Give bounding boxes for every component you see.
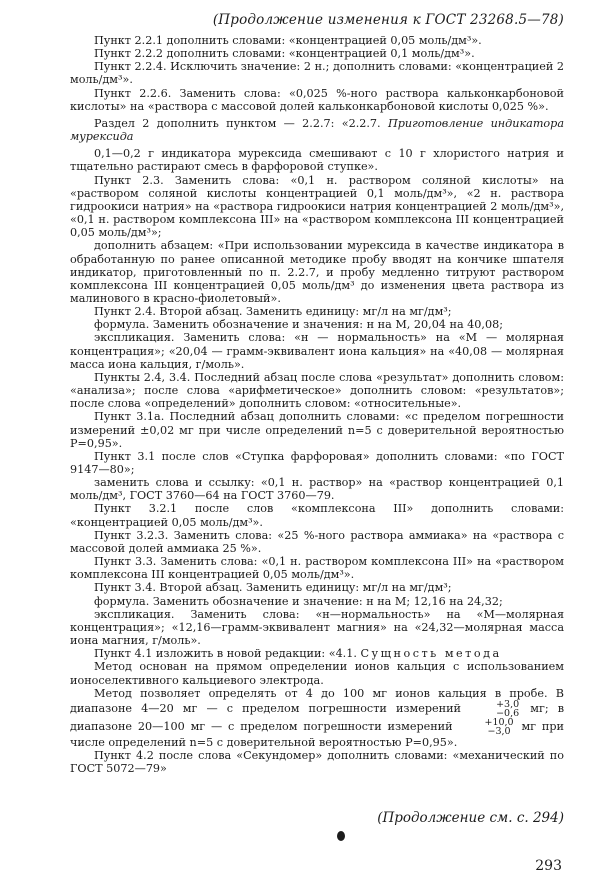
continuation-note: (Продолжение см. с. 294): [377, 810, 564, 826]
paragraph: формула. Заменить обозначение и значения: н на М, 20,04 на 40,08;: [94, 318, 503, 332]
paragraph: Пункт 2.2.2 дополнить словами: «концентрацией 0,1 моль/дм³».: [94, 47, 475, 61]
section-title: Приготовление индикатора мурексида: [70, 116, 564, 144]
paragraph: экспликация. Заменить слова: «н — нормальность» на «М — молярная концентрация»; «20,04 — грамм-эквивалент иона кальция» на «40,08 — молярная масса иона кальция, г/моль».: [70, 331, 564, 371]
tolerance-fraction: [472, 700, 519, 718]
paragraph-text: мг при числе определений n=5 с доверительной вероятностью P=0,95».: [70, 719, 564, 749]
paragraph: формула. Заменить обозначение и значение: н на М; 12,16 на 24,32;: [94, 594, 503, 608]
paragraph: дополнить абзацем: «При использовании мурексида в качестве индикатора в обработанную по ранее описанной методике пробу вводят на кончике шпателя индикатор, приготовленный по п. 2.2.7, и пробу медленно титруют раствором комплексона III концентрацией 0,05 моль/дм³ до изменения цвета раствора из малинового в красно-фиолетовый».: [70, 239, 564, 305]
paragraph: Пункт 3.3. Заменить слова: «0,1 н. раствором комплексона III» на «раствором комплексона III концентрацией 0,05 моль/дм³».: [70, 555, 564, 582]
tolerance-fraction: [460, 718, 513, 736]
fraction-bottom: −0,6: [496, 707, 520, 719]
paragraph: 0,1—0,2 г индикатора мурексида смешивают с 10 г хлористого натрия и тщательно растирают смесь в фарфоровой ступке».: [70, 147, 564, 174]
fraction-bottom: −3,0: [487, 725, 511, 737]
paragraph: Пункт 3.2.1 после слов «комплексона III» дополнить словами: «концентрацией 0,05 моль/дм³».: [70, 502, 564, 529]
paragraph: Метод основан на прямом определении ионов кальция с использованием ионоселективного кальциевого электрода.: [70, 660, 564, 687]
paragraph: [70, 687, 564, 749]
paragraph: Пункт 3.4. Второй абзац. Заменить единицу: мг/л на мг/дм³;: [94, 581, 452, 595]
paragraph: Пункт 2.2.1 дополнить словами: «концентрацией 0,05 моль/дм³».: [94, 34, 482, 47]
fraction-top: +10,0: [484, 716, 514, 728]
paragraph: [70, 647, 564, 660]
paragraph-text: Раздел 2 дополнить пунктом — 2.2.7: «2.2.7.: [94, 116, 388, 130]
page-number: 293: [535, 858, 562, 874]
document-body: [70, 34, 564, 775]
paragraph: Пункт 4.2 после слова «Секундомер» дополнить словами: «механический по ГОСТ 5072—79»: [70, 748, 564, 776]
paragraph: Пункты 2.4, 3.4. Последний абзац после слова «результат» дополнить словом: «анализа»; после слова «арифметическое» дополнить словом: «результатов»; после слова «определений» дополнить словом: «относительные».: [70, 370, 564, 411]
paragraph: Пункт 2.3. Заменить слова: «0,1 н. раствором соляной кислоты» на «раствором соляной кислоты концентрацией 0,1 моль/дм³», «2 н. раствора гидроокиси натрия» на «раствора гидроокиси натрия концентрацией 2 моль/дм³», «0,1 н. раствором комплексона III» на «раствором комплексона III концентрацией 0,05 моль/дм³»;: [70, 173, 564, 240]
page-header: (Продолжение изменения к ГОСТ 23268.5—78): [212, 12, 564, 28]
paragraph: Пункт 3.2.3. Заменить слова: «25 %-ного раствора аммиака» на «раствора с массовой долей аммиака 25 %».: [70, 528, 564, 555]
paragraph: Пункт 2.4. Второй абзац. Заменить единицу: мг/л на мг/дм³;: [94, 305, 452, 319]
paragraph: заменить слова и ссылку: «0,1 н. раствор» на «раствор концентрацией 0,1 моль/дм³, ГОСТ 3760—64 на ГОСТ 3760—79.: [70, 476, 564, 503]
paragraph: Пункт 2.2.6. Заменить слова: «0,025 %-ного раствора кальконкарбоновой кислоты» на «раствора с массовой долей кальконкарбоновой кислоты 0,025 %».: [70, 86, 564, 113]
paragraph-text: Метод позволяет определять от 4 до 100 мг ионов кальция в пробе. В диапазоне 4—20 мг — с пределом погрешности измерений: [70, 686, 564, 715]
paragraph: экспликация. Заменить слова: «н—нормальность» на «М—молярная концентрация»; «12,16—грамм-эквивалент магния» на «24,32—молярная масса иона магния, г/моль».: [70, 607, 564, 648]
paragraph: Пункт 2.2.4. Исключить значение: 2 н.; дополнить словами: «концентрацией 2 моль/дм³».: [70, 60, 564, 87]
ink-dot: [337, 831, 345, 841]
paragraph: Пункт 3.1а. Последний абзац дополнить словами: «с пределом погрешности измерений ±0,02 мг при числе определений n=5 с доверительной вероятностью P=0,95».: [70, 410, 564, 450]
section-title: Сущность метода: [360, 647, 502, 661]
fraction-top: +3,0: [496, 698, 520, 710]
paragraph-text: Пункт 4.1 изложить в новой редакции: «4.1.: [94, 647, 361, 661]
paragraph: [70, 117, 564, 143]
paragraph: Пункт 3.1 после слов «Ступка фарфоровая» дополнить словами: «по ГОСТ 9147—80»;: [70, 449, 564, 476]
paragraph-text: мг; в диапазоне 20—100 мг — с пределом погрешности измерений: [70, 701, 565, 733]
